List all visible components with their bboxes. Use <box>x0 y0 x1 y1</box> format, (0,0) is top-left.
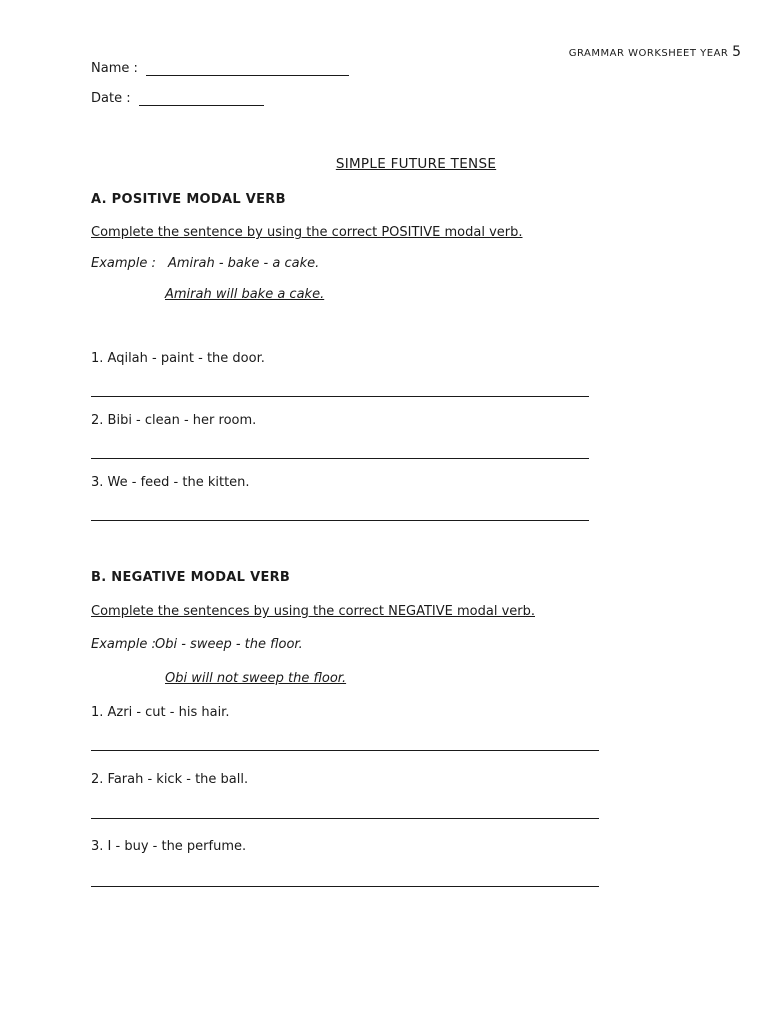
date-blank-line[interactable] <box>139 91 264 106</box>
section-a-question-3: 3. We - feed - the kitten. <box>91 475 250 490</box>
name-field <box>91 61 349 76</box>
section-a-example-label: Example : <box>91 256 156 271</box>
section-b-question-3: 3. I - buy - the perfume. <box>91 839 247 854</box>
section-b-question-2: 2. Farah - kick - the ball. <box>91 772 249 787</box>
name-blank-line[interactable] <box>146 61 349 76</box>
section-a-instruction: Complete the sentence by using the correct POSITIVE modal verb. <box>91 225 523 240</box>
date-label: Date : <box>91 91 131 106</box>
worksheet-title: SIMPLE FUTURE TENSE <box>335 156 497 172</box>
section-b-question-1: 1. Azri - cut - his hair. <box>91 705 230 720</box>
section-a-answer-line-2[interactable] <box>91 458 589 459</box>
section-b-instruction: Complete the sentences by using the correct NEGATIVE modal verb. <box>91 604 535 619</box>
header-year: 5 <box>732 44 741 60</box>
header-title: GRAMMAR WORKSHEET YEAR <box>568 48 729 59</box>
section-a-answer-line-1[interactable] <box>91 396 589 397</box>
section-a-question-1: 1. Aqilah - paint - the door. <box>91 351 265 366</box>
section-b-example-answer: Obi will not sweep the floor. <box>165 671 347 686</box>
section-a-example-question: Amirah - bake - a cake. <box>168 256 320 271</box>
name-label: Name : <box>91 61 138 76</box>
section-a-example-answer: Amirah will bake a cake. <box>165 287 325 302</box>
section-b-example-question: Obi - sweep - the floor. <box>155 637 303 652</box>
section-a-heading: A. POSITIVE MODAL VERB <box>91 192 286 207</box>
section-a-answer-line-3[interactable] <box>91 520 589 521</box>
section-b-answer-line-3[interactable] <box>91 886 599 887</box>
section-b-answer-line-2[interactable] <box>91 818 599 819</box>
worksheet-header <box>569 44 741 60</box>
date-field <box>91 91 264 106</box>
section-a-question-2: 2. Bibi - clean - her room. <box>91 413 257 428</box>
section-b-example-label: Example : <box>91 637 156 652</box>
section-b-answer-line-1[interactable] <box>91 750 599 751</box>
section-b-heading: B. NEGATIVE MODAL VERB <box>91 570 291 585</box>
